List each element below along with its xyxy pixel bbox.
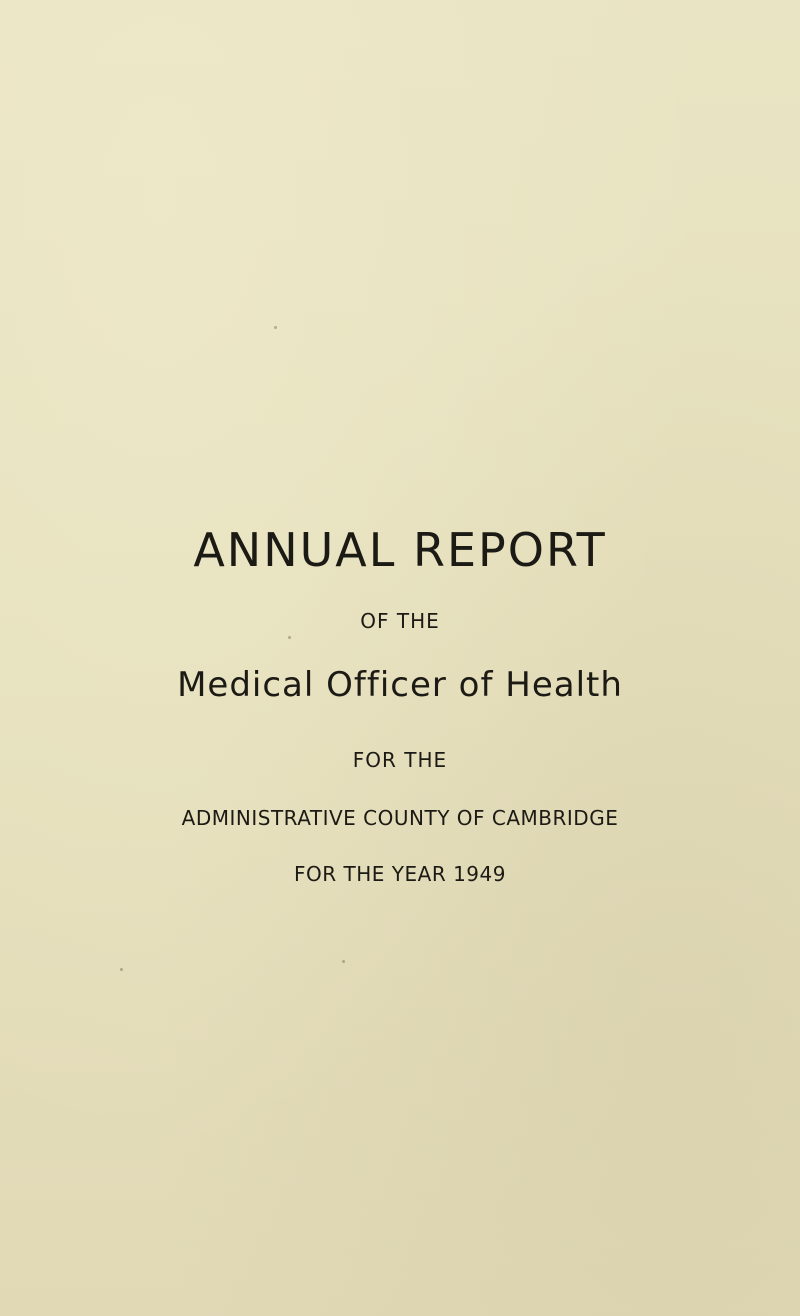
report-title: ANNUAL REPORT (193, 523, 607, 577)
paper-speck (288, 636, 291, 639)
paper-speck (120, 968, 123, 971)
paper-speck (342, 960, 345, 963)
year-line: FOR THE YEAR 1949 (294, 862, 506, 886)
report-subtitle: Medical Officer of Health (177, 665, 623, 705)
paper-speck (274, 326, 277, 329)
for-the-line: FOR THE (352, 748, 448, 772)
of-the-line: OF THE (360, 609, 440, 633)
county-line: ADMINISTRATIVE COUNTY OF CAMBRIDGE (181, 806, 619, 830)
